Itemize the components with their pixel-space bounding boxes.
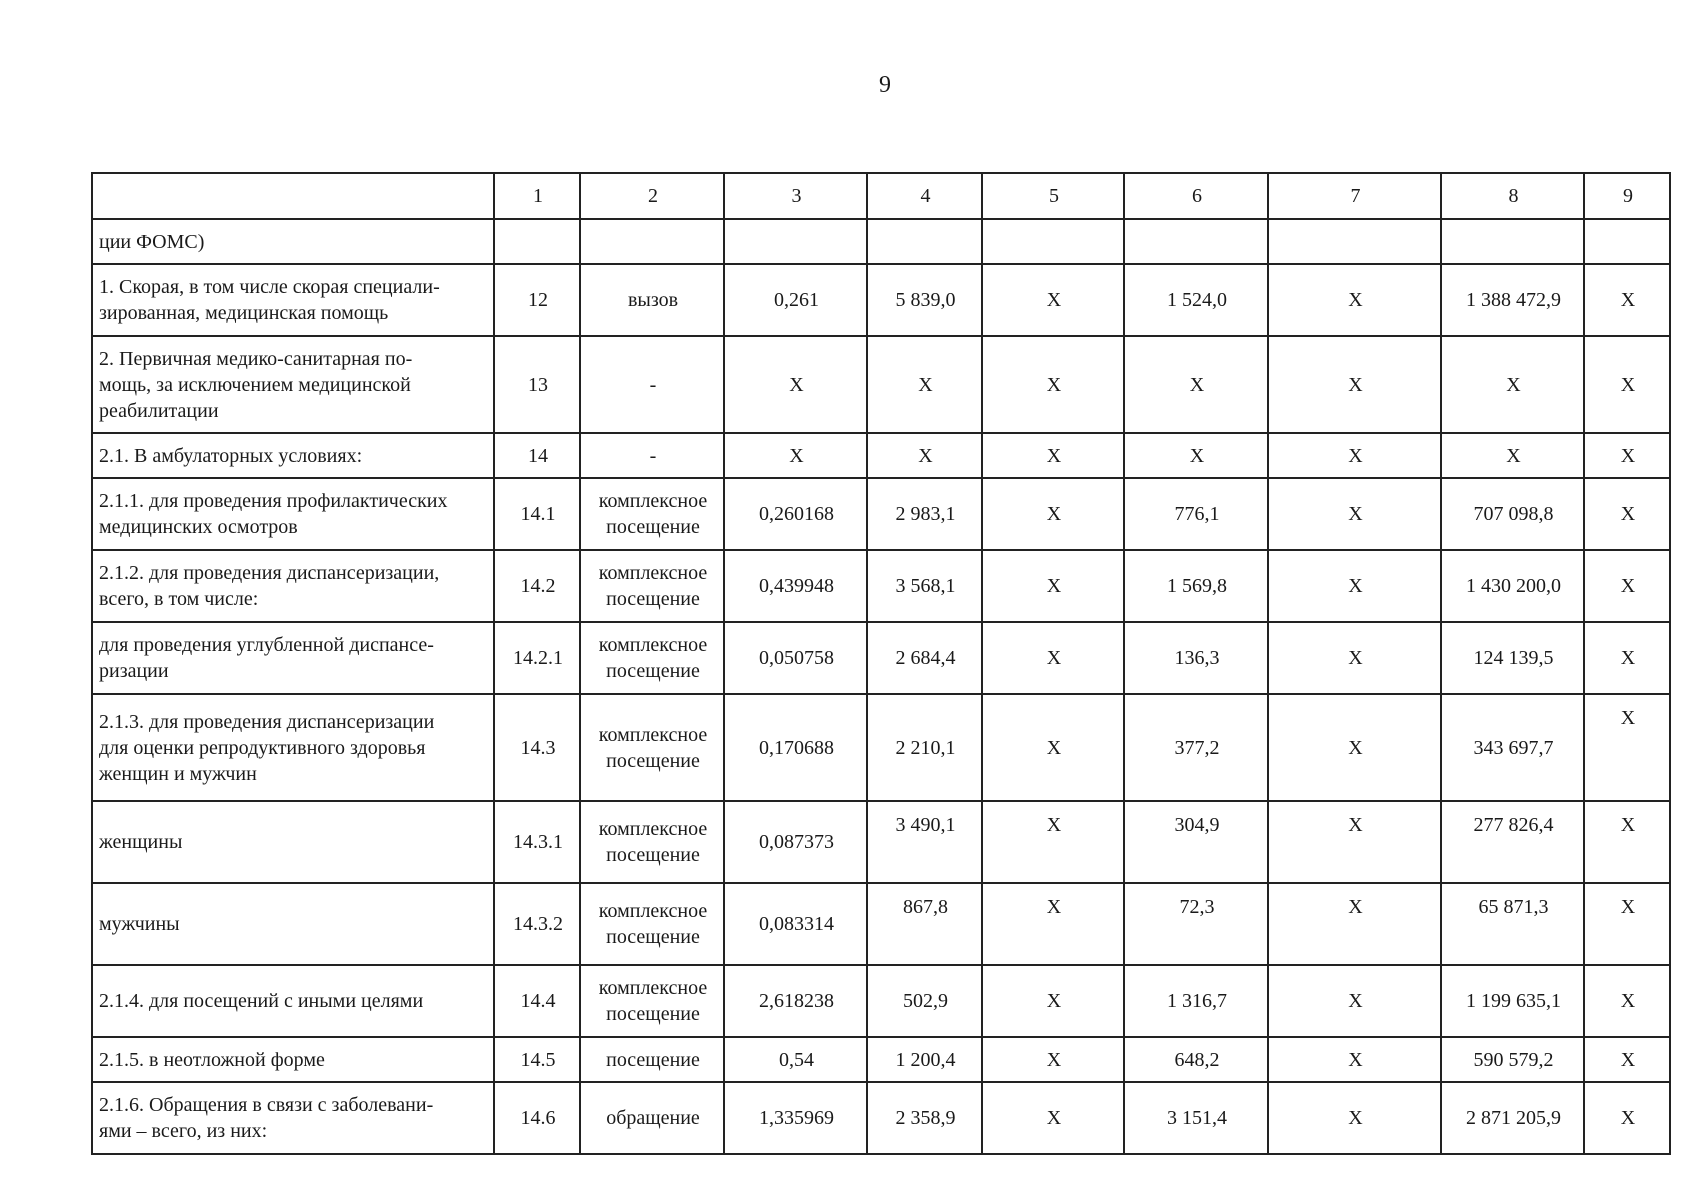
unit-cell: комплексное посещение	[580, 965, 724, 1037]
table-row	[92, 478, 1670, 550]
row-code-cell: 13	[494, 336, 580, 433]
value-cell: X	[1441, 336, 1584, 433]
row-name-cell: мужчины	[92, 883, 494, 965]
table-row	[92, 433, 1670, 478]
value-cell: 502,9	[867, 965, 982, 1037]
unit-cell: комплексное посещение	[580, 694, 724, 801]
page-number: 9	[879, 72, 891, 98]
value-cell: 0,260168	[724, 478, 867, 550]
value-cell: 1,335969	[724, 1082, 867, 1154]
value-cell: X	[982, 883, 1124, 965]
table-row	[92, 550, 1670, 622]
value-cell: X	[1584, 801, 1670, 883]
value-cell: X	[982, 622, 1124, 694]
value-cell: 2 871 205,9	[1441, 1082, 1584, 1154]
value-cell: X	[1584, 264, 1670, 336]
table-row	[92, 219, 1670, 264]
row-code-cell: 14.2	[494, 550, 580, 622]
unit-cell: комплексное посещение	[580, 883, 724, 965]
value-cell: X	[1268, 336, 1441, 433]
unit-cell: комплексное посещение	[580, 801, 724, 883]
value-cell: 72,3	[1124, 883, 1268, 965]
table-row	[92, 622, 1670, 694]
value-cell: X	[1124, 433, 1268, 478]
value-cell: X	[1584, 622, 1670, 694]
row-code-cell: 14	[494, 433, 580, 478]
value-cell	[982, 219, 1124, 264]
value-cell: X	[1584, 965, 1670, 1037]
unit-cell	[580, 219, 724, 264]
value-cell: X	[1268, 433, 1441, 478]
value-cell: 65 871,3	[1441, 883, 1584, 965]
value-cell: X	[1584, 550, 1670, 622]
data-table	[91, 172, 1671, 1155]
row-code-cell: 14.2.1	[494, 622, 580, 694]
value-cell: 1 430 200,0	[1441, 550, 1584, 622]
table-row	[92, 264, 1670, 336]
value-cell: 277 826,4	[1441, 801, 1584, 883]
value-cell	[724, 219, 867, 264]
value-cell: X	[1268, 883, 1441, 965]
value-cell: X	[982, 433, 1124, 478]
value-cell: 377,2	[1124, 694, 1268, 801]
value-cell: 1 524,0	[1124, 264, 1268, 336]
unit-cell: -	[580, 336, 724, 433]
value-cell: 1 316,7	[1124, 965, 1268, 1037]
table-row	[92, 694, 1670, 801]
value-cell: X	[982, 1037, 1124, 1082]
column-header: 4	[867, 173, 982, 219]
unit-cell: посещение	[580, 1037, 724, 1082]
column-header: 1	[494, 173, 580, 219]
value-cell: 0,261	[724, 264, 867, 336]
row-name-cell: для проведения углубленной диспансе- ризации	[92, 622, 494, 694]
column-header: 9	[1584, 173, 1670, 219]
value-cell: 648,2	[1124, 1037, 1268, 1082]
table-header-row	[92, 173, 1670, 219]
value-cell: 590 579,2	[1441, 1037, 1584, 1082]
value-cell: 707 098,8	[1441, 478, 1584, 550]
value-cell: 0,54	[724, 1037, 867, 1082]
value-cell: 1 199 635,1	[1441, 965, 1584, 1037]
row-code-cell	[494, 219, 580, 264]
value-cell: X	[724, 336, 867, 433]
table-row	[92, 965, 1670, 1037]
value-cell	[1268, 219, 1441, 264]
value-cell: 136,3	[1124, 622, 1268, 694]
row-name-cell: 2.1.4. для посещений с иными целями	[92, 965, 494, 1037]
column-header: 2	[580, 173, 724, 219]
value-cell: X	[1584, 883, 1670, 965]
unit-cell: комплексное посещение	[580, 622, 724, 694]
value-cell: X	[1268, 264, 1441, 336]
value-cell: 776,1	[1124, 478, 1268, 550]
value-cell: X	[867, 336, 982, 433]
table-row	[92, 1082, 1670, 1154]
column-header: 3	[724, 173, 867, 219]
value-cell: 3 568,1	[867, 550, 982, 622]
value-cell	[867, 219, 982, 264]
column-header: 8	[1441, 173, 1584, 219]
row-name-cell: ции ФОМС)	[92, 219, 494, 264]
value-cell: 2 983,1	[867, 478, 982, 550]
unit-cell: комплексное посещение	[580, 478, 724, 550]
value-cell: 3 490,1	[867, 801, 982, 883]
column-header	[92, 173, 494, 219]
unit-cell: вызов	[580, 264, 724, 336]
value-cell: 2 358,9	[867, 1082, 982, 1154]
value-cell: X	[982, 336, 1124, 433]
value-cell: X	[1268, 694, 1441, 801]
value-cell: X	[1584, 694, 1670, 801]
table-row	[92, 1037, 1670, 1082]
value-cell: X	[1268, 550, 1441, 622]
value-cell: X	[982, 965, 1124, 1037]
row-code-cell: 14.3.2	[494, 883, 580, 965]
table-row	[92, 336, 1670, 433]
table-row	[92, 883, 1670, 965]
value-cell: 0,050758	[724, 622, 867, 694]
value-cell: 2,618238	[724, 965, 867, 1037]
value-cell: 867,8	[867, 883, 982, 965]
value-cell: 0,083314	[724, 883, 867, 965]
unit-cell: -	[580, 433, 724, 478]
value-cell: X	[1124, 336, 1268, 433]
value-cell: X	[982, 1082, 1124, 1154]
value-cell: X	[1268, 965, 1441, 1037]
value-cell: X	[982, 550, 1124, 622]
value-cell: 1 200,4	[867, 1037, 982, 1082]
row-code-cell: 14.1	[494, 478, 580, 550]
table-row	[92, 801, 1670, 883]
value-cell: X	[982, 694, 1124, 801]
value-cell: 1 569,8	[1124, 550, 1268, 622]
column-header: 7	[1268, 173, 1441, 219]
value-cell: X	[1584, 478, 1670, 550]
row-name-cell: 2.1.5. в неотложной форме	[92, 1037, 494, 1082]
value-cell: X	[1584, 1037, 1670, 1082]
value-cell: 124 139,5	[1441, 622, 1584, 694]
value-cell: X	[1268, 801, 1441, 883]
value-cell: X	[1584, 1082, 1670, 1154]
value-cell: 0,170688	[724, 694, 867, 801]
column-header: 6	[1124, 173, 1268, 219]
row-code-cell: 14.4	[494, 965, 580, 1037]
row-code-cell: 14.6	[494, 1082, 580, 1154]
row-name-cell: 2.1. В амбулаторных условиях:	[92, 433, 494, 478]
value-cell: X	[1268, 478, 1441, 550]
column-header: 5	[982, 173, 1124, 219]
value-cell	[1124, 219, 1268, 264]
row-name-cell: 2.1.6. Обращения в связи с заболевани- ями – всего, из них:	[92, 1082, 494, 1154]
value-cell: X	[1268, 1082, 1441, 1154]
value-cell: 304,9	[1124, 801, 1268, 883]
unit-cell: обращение	[580, 1082, 724, 1154]
row-name-cell: 2.1.3. для проведения диспансеризации для оценки репродуктивного здоровья женщин и мужчин	[92, 694, 494, 801]
row-code-cell: 14.5	[494, 1037, 580, 1082]
value-cell: 5 839,0	[867, 264, 982, 336]
value-cell	[1584, 219, 1670, 264]
row-name-cell: 2.1.2. для проведения диспансеризации, всего, в том числе:	[92, 550, 494, 622]
row-name-cell: женщины	[92, 801, 494, 883]
row-code-cell: 12	[494, 264, 580, 336]
value-cell: X	[724, 433, 867, 478]
value-cell: X	[1268, 1037, 1441, 1082]
row-name-cell: 1. Скорая, в том числе скорая специали- зированная, медицинская помощь	[92, 264, 494, 336]
value-cell: 2 684,4	[867, 622, 982, 694]
value-cell: X	[1268, 622, 1441, 694]
value-cell: X	[1441, 433, 1584, 478]
value-cell: 2 210,1	[867, 694, 982, 801]
value-cell: 0,439948	[724, 550, 867, 622]
row-name-cell: 2. Первичная медико-санитарная по- мощь, за исключением медицинской реабилитации	[92, 336, 494, 433]
row-code-cell: 14.3	[494, 694, 580, 801]
value-cell: X	[982, 478, 1124, 550]
value-cell: X	[982, 801, 1124, 883]
row-name-cell: 2.1.1. для проведения профилактических медицинских осмотров	[92, 478, 494, 550]
row-code-cell: 14.3.1	[494, 801, 580, 883]
value-cell: 1 388 472,9	[1441, 264, 1584, 336]
value-cell: X	[867, 433, 982, 478]
unit-cell: комплексное посещение	[580, 550, 724, 622]
value-cell: X	[1584, 336, 1670, 433]
value-cell: 0,087373	[724, 801, 867, 883]
value-cell: X	[1584, 433, 1670, 478]
value-cell: X	[982, 264, 1124, 336]
value-cell: 343 697,7	[1441, 694, 1584, 801]
value-cell: 3 151,4	[1124, 1082, 1268, 1154]
value-cell	[1441, 219, 1584, 264]
